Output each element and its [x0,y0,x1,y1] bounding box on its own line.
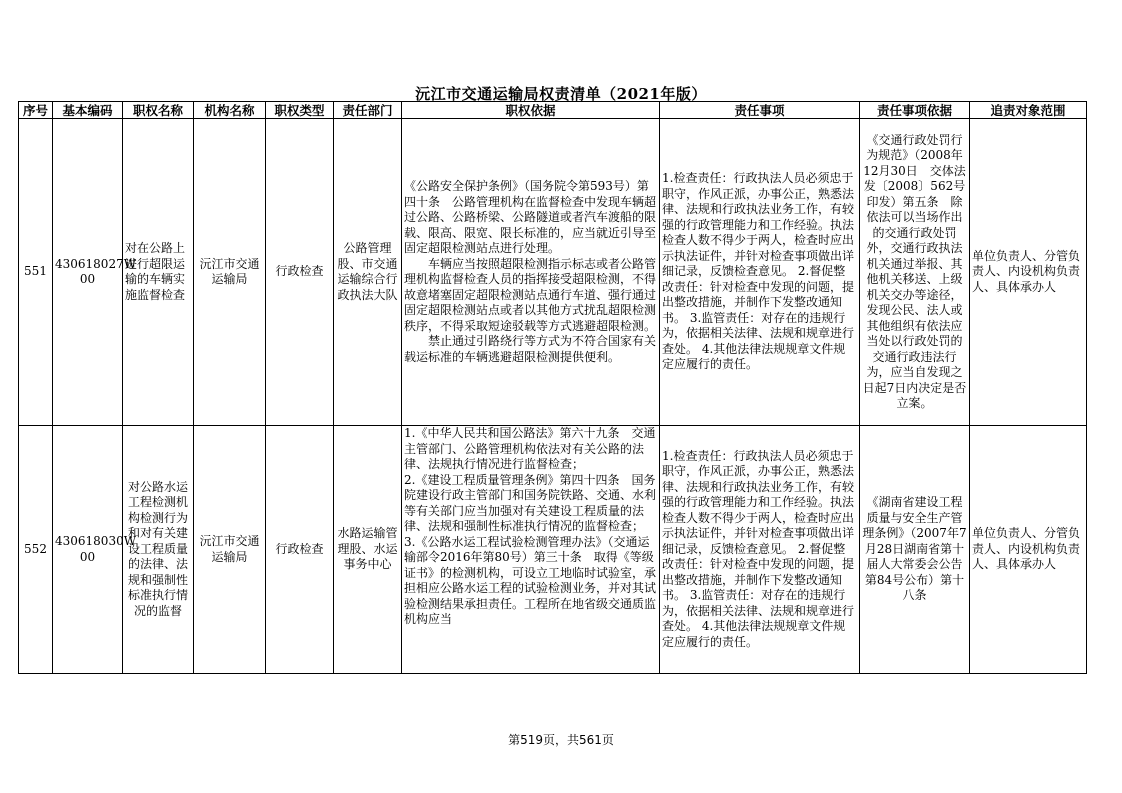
cell-code: 430618027W 00 [53,119,123,426]
cell-basis [402,426,660,674]
header-power-type: 职权类型 [266,102,334,119]
cell-org-name: 沅江市交通运输局 [194,426,266,674]
page-number: 第519页，共561页 [508,733,614,747]
header-power-name: 职权名称 [123,102,194,119]
header-code: 基本编码 [53,102,123,119]
cell-dept: 水路运输管理股、水运事务中心 [334,426,402,674]
document-title: 沅江市交通运输局权责清单（2021年版） [415,85,707,103]
cell-code: 430618030W 00 [53,426,123,674]
table-row [19,119,1087,426]
table-row [19,426,1087,674]
table-header-row [19,102,1087,119]
header-duty-basis: 责任事项依据 [860,102,970,119]
cell-power-name: 对在公路上进行超限运输的车辆实施监督检查 [123,119,194,426]
cell-seq: 552 [19,426,53,674]
basis-paragraph: 1.《中华人民共和国公路法》第六十九条 交通主管部门、公路管理机构依法对有关公路的法律、法规执行情况进行监督检查； [404,426,656,471]
cell-duty-basis: 《交通行政处罚行为规范》（2008年12月30日 交体法发〔2008〕562号印发）第五条 除依法可以当场作出的交通行政处罚外，交通行政执法机关通过举报、其他机关移送、上级机关交办等途径，发现公民、法人或其他组织有依法应当处以行政处罚的交通行政违法行为，应当自发现之日起7日内决定是否立案。 [860,119,970,426]
header-duty: 责任事项 [660,102,860,119]
cell-power-name: 对公路水运工程检测机构检测行为和对有关建设工程质量的法律、法规和强制性标准执行情况的监督 [123,426,194,674]
cell-scope: 单位负责人、分管负责人、内设机构负责人、具体承办人 [970,119,1087,426]
cell-dept: 公路管理股、市交通运输综合行政执法大队 [334,119,402,426]
cell-power-type: 行政检查 [266,119,334,426]
basis-paragraph: 《公路安全保护条例》（国务院令第593号）第四十条 公路管理机构在监督检查中发现车辆超过公路、公路桥梁、公路隧道或者汽车渡船的限载、限高、限宽、限长标准的，应当就近引导至固定超限检测站点进行处理。 [404,179,657,255]
duty-list-table [18,101,1087,674]
header-dept: 责任部门 [334,102,402,119]
header-basis: 职权依据 [402,102,660,119]
cell-power-type: 行政检查 [266,426,334,674]
cell-duty: 1.检查责任：行政执法人员必须忠于职守，作风正派，办事公正，熟悉法律、法规和行政执法业务工作，有较强的行政管理能力和工作经验。执法检查人数不得少于两人，检查时应出示执法证件，并针对检查事项做出详细记录，反馈检查意见。 2.督促整改责任：针对检查中发现的问题，提出整改措施，并制作下发整改通知书。 3.监管责任：对存在的违规行为，依据相关法律、法规和规章进行查处。 4.其他法律法规规章文件规定应履行的责任。 [660,119,860,426]
basis-paragraph: 车辆应当按照超限检测指示标志或者公路管理机构监督检查人员的指挥接受超限检测，不得故意堵塞固定超限检测站点通行车道、强行通过固定超限检测站点或者以其他方式扰乱超限检测秩序，不得采取短途驳载等方式逃避超限检测。 [404,256,657,333]
basis-paragraph: 禁止通过引路绕行等方式为不符合国家有关载运标准的车辆逃避超限检测提供便利。 [404,334,657,364]
header-org-name: 机构名称 [194,102,266,119]
cell-org-name: 沅江市交通运输局 [194,119,266,426]
cell-basis [402,119,660,426]
cell-duty-basis: 《湖南省建设工程质量与安全生产管理条例》（2007年7月28日湖南省第十届人大常委会公告第84号公布）第十八条 [860,426,970,674]
basis-paragraph: 2.《建设工程质量管理条例》第四十四条 国务院建设行政主管部门和国务院铁路、交通、水利等有关部门应当加强对有关建设工程质量的法律、法规和强制性标准执行情况的监督检查； [404,472,657,533]
cell-seq: 551 [19,119,53,426]
basis-paragraph: 3.《公路水运工程试验检测管理办法》（交通运输部令2016年第80号）第三十条 取得《等级证书》的检测机构，可设立工地临时试验室，承担相应公路水运工程的试验检测业务，并对其试验检测结果承担责任。工程所在地省级交通质监机构应当 [404,534,657,626]
header-scope: 追责对象范围 [970,102,1087,119]
cell-scope: 单位负责人、分管负责人、内设机构负责人、具体承办人 [970,426,1087,674]
cell-duty: 1.检查责任：行政执法人员必须忠于职守，作风正派，办事公正，熟悉法律、法规和行政执法业务工作，有较强的行政管理能力和工作经验。执法检查人数不得少于两人，检查时应出示执法证件，并针对检查事项做出详细记录，反馈检查意见。 2.督促整改责任：针对检查中发现的问题，提出整改措施，并制作下发整改通知书。 3.监管责任：对存在的违规行为，依据相关法律、法规和规章进行查处。 4.其他法律法规规章文件规定应履行的责任。 [660,426,860,674]
header-seq: 序号 [19,102,53,119]
